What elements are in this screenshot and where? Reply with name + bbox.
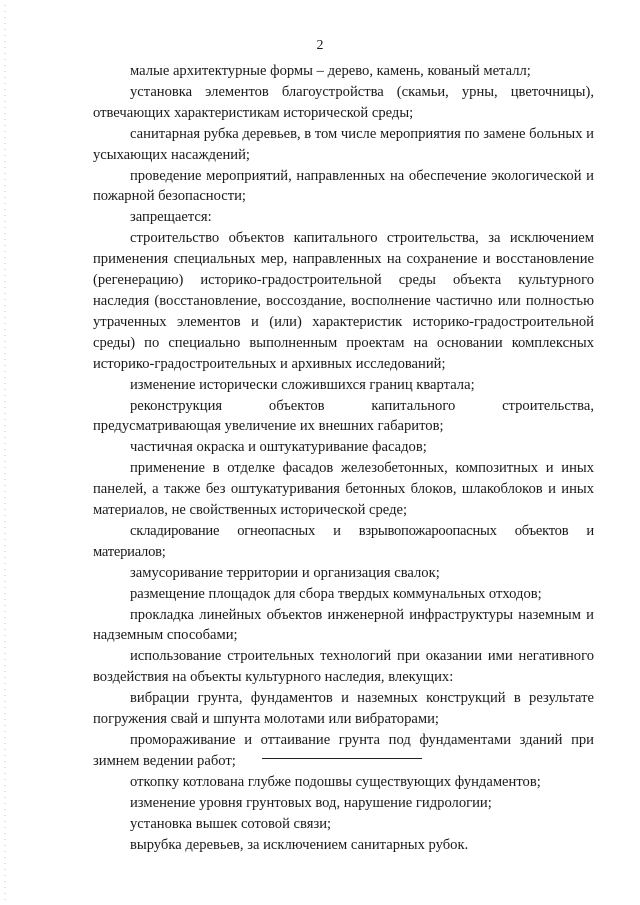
paragraph-groundwater: изменение уровня грунтовых вод, нарушение гидрологии; [130,794,492,811]
paragraph-improvement-elements: установка элементов благоустройства (скамьи, урны, цветочницы), отвечающих характеристикам исторической среды; [93,83,594,121]
paragraph-prohibited-heading: запрещается: [130,209,212,226]
paragraph-excavation: откопку котлована глубже подошвы существующих фундаментов; [130,773,541,790]
paragraph-cell-towers: установка вышек сотовой связи; [130,815,332,832]
paragraph-ground-vibration: вибрации грунта, фундаментов и наземных конструкций в результате погружения свай и шпунта молотами или вибраторами; [93,690,594,728]
paragraph-facade-painting: частичная окраска и оштукатуривание фасадов; [130,439,427,456]
paragraph-capital-construction: строительство объектов капитального строительства, за исключением применения специальных мер, направленных на сохранение и восстановление (регенерацию) историко-градостроительной среды объекта культурного наследия (восстановление, воссоздание, восполнение частично или полностью утраченных элементов и (или) характеристик историко-градостроительной среды) по специально выполненным проектам на основании комплексных историко-градостроительных и архивных исследований; [93,230,594,372]
paragraph-tree-felling: вырубка деревьев, за исключением санитарных рубок. [130,836,469,853]
paragraph-littering: замусоривание территории и организация свалок; [130,564,440,581]
paragraph-waste-sites: размещение площадок для сбора твердых коммунальных отходов; [130,585,542,602]
paragraph-small-architectural-forms: малые архитектурные формы – дерево, камень, кованый металл; [130,63,531,79]
paragraph-sanitary-felling: санитарная рубка деревьев, в том числе мероприятия по замене больных и усыхающих насаждений; [93,125,594,163]
paragraph-ground-freezing: промораживание и оттаивание грунта под фундаментами зданий при зимнем ведении работ; [93,732,594,769]
paragraph-reconstruction: реконструкция объектов капитального строительства, предусматривающая увеличение их внешних габаритов; [93,397,594,435]
document-body [93,61,594,855]
paragraph-block-boundaries: изменение исторически сложившихся границ квартала; [130,376,475,393]
scan-edge-marks [4,0,6,905]
paragraph-hazardous-storage: складирование огнеопасных и взрывопожароопасных объектов и материалов; [93,522,594,560]
page-number: 2 [316,38,324,53]
paragraph-safety-measures: проведение мероприятий, направленных на обеспечение экологической и пожарной безопасности; [93,167,594,205]
paragraph-facade-finishing: применение в отделке фасадов железобетонных, композитных и иных панелей, а также без оштукатуривания бетонных блоков, шлакоблоков и иных материалов, не свойственных исторической среде; [93,460,594,519]
paragraph-linear-infrastructure: прокладка линейных объектов инженерной инфраструктуры наземным и надземным способами; [93,606,594,644]
closing-rule [262,758,422,759]
paragraph-construction-technologies: использование строительных технологий при оказании ими негативного воздействия на объекты культурного наследия, влекущих: [93,648,594,686]
